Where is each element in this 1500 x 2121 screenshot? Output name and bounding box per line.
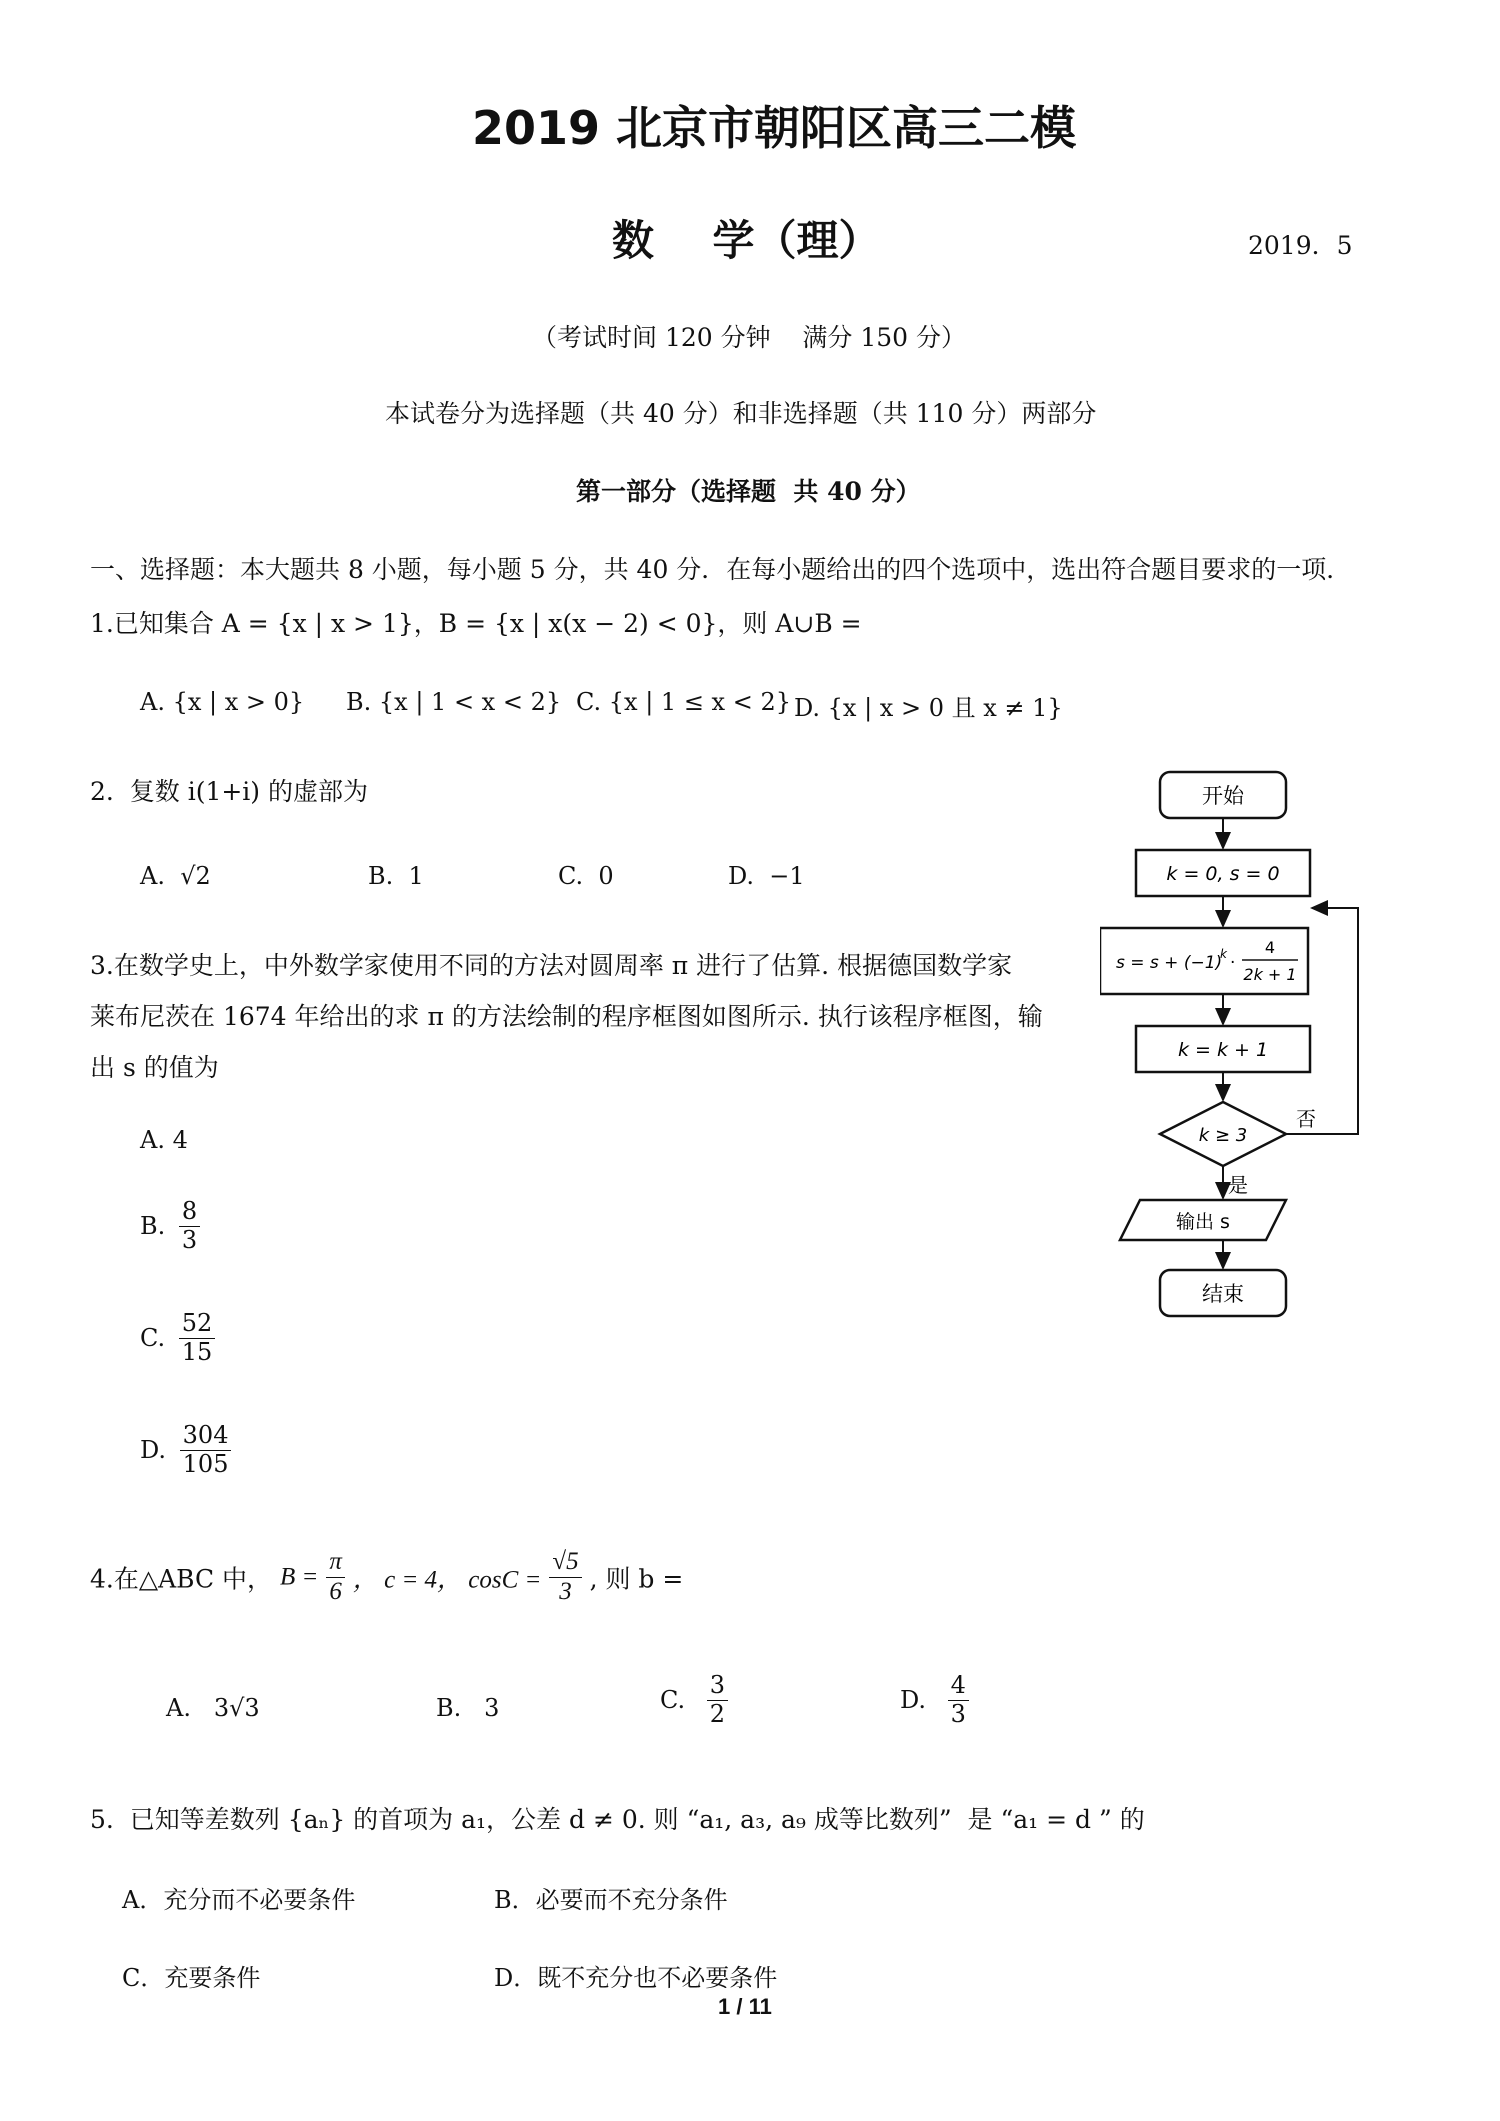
flowchart-update-k-label: k = k + 1 (1177, 1039, 1269, 1061)
program-flowchart (1100, 760, 1390, 1330)
question-5-option-d: D．既不充分也不必要条件 (494, 1964, 778, 1992)
exam-date: 2019．5 (1248, 231, 1353, 260)
flowchart-update-s-exp: k (1220, 947, 1227, 961)
flowchart-update-s-num: 4 (1264, 938, 1276, 957)
flowchart-condition-label: k ≥ 3 (1198, 1125, 1248, 1146)
question-4-option-b: B. 3 (436, 1694, 500, 1722)
question-5-option-b: B．必要而不充分条件 (494, 1886, 728, 1914)
question-1-stem: 1.已知集合 A = {x | x > 1}，B = {x | x(x − 2) < 0}，则 A∪B = (90, 609, 862, 638)
question-3-stem-line2: 莱布尼茨在 1674 年给出的求 π 的方法绘制的程序框图如图所示. 执行该程序框图，输 (90, 1002, 1043, 1031)
question-3-option-a: A. 4 (140, 1126, 188, 1154)
page-number: 1 / 11 (718, 1994, 772, 2019)
question-4-option-d: D. $\frac{4}{3}$ (900, 1672, 969, 1728)
question-4-stem: 4.在△ABC 中， B = $\frac{\pi}{6}$ ， c = 4， cosC = $\frac{√5}{3}$ , 则 b = (90, 1548, 684, 1605)
question-3-option-d: D. $\frac{304}{105}$ (140, 1422, 231, 1478)
part-title: 第一部分（选择题 共 40 分） (576, 477, 921, 506)
exam-info: （考试时间 120 分钟 满分 150 分） (532, 323, 967, 352)
question-5-stem: 5. 已知等差数列 {aₙ} 的首项为 a₁，公差 d ≠ 0. 则 “a₁, a₃, a₉ 成等比数列” 是 “a₁ = d ” 的 (90, 1805, 1145, 1834)
question-4-option-c: C. $\frac{3}{2}$ (660, 1672, 728, 1728)
question-1-option-a: A. {x | x > 0} (140, 688, 305, 716)
question-2-option-d: D. −1 (728, 862, 805, 890)
flowchart-yes-label: 是 (1228, 1173, 1248, 1197)
question-2-option-a: A. √2 (140, 862, 211, 890)
flowchart-start-label: 开始 (1202, 784, 1244, 808)
section-instructions: 一、选择题：本大题共 8 小题，每小题 5 分，共 40 分．在每小题给出的四个选项中，选出符合题目要求的一项． (90, 555, 1352, 584)
question-4-option-a: A. 3√3 (166, 1694, 260, 1722)
flowchart-output-label: 输出 s (1176, 1211, 1230, 1233)
question-5-option-c: C．充要条件 (122, 1964, 261, 1992)
subject-title: 数 学（理） (612, 216, 881, 265)
question-2-option-c: C. 0 (558, 862, 614, 890)
flowchart-end-label: 结束 (1202, 1282, 1244, 1306)
question-1-option-d: D. {x | x > 0 且 x ≠ 1} (794, 694, 1063, 722)
question-5-option-a: A．充分而不必要条件 (122, 1886, 356, 1914)
question-3-option-b: B. $\frac{8}{3}$ (140, 1198, 200, 1254)
question-1-option-c: C. {x | 1 ≤ x < 2} (576, 688, 791, 716)
flowchart-init-label: k = 0, s = 0 (1166, 863, 1280, 885)
flowchart-update-s-left: s = s + (−1) (1116, 953, 1223, 973)
question-1-option-b: B. {x | 1 < x < 2} (346, 688, 562, 716)
question-3-stem-line1: 3.在数学史上，中外数学家使用不同的方法对圆周率 π 进行了估算. 根据德国数学家 (90, 951, 1013, 980)
exam-structure: 本试卷分为选择题（共 40 分）和非选择题（共 110 分）两部分 (385, 399, 1097, 428)
question-2-stem: 2. 复数 i(1+i) 的虚部为 (90, 777, 368, 806)
flowchart-update-s-dot: · (1230, 953, 1236, 973)
question-2-option-b: B. 1 (368, 862, 424, 890)
question-3-option-c: C. $\frac{52}{15}$ (140, 1310, 215, 1366)
question-3-stem-line3: 出 s 的值为 (90, 1053, 219, 1082)
exam-title: 2019 北京市朝阳区高三二模 (472, 101, 1077, 155)
flowchart-no-label: 否 (1296, 1107, 1316, 1131)
flowchart-update-s-den: 2k + 1 (1243, 965, 1297, 984)
